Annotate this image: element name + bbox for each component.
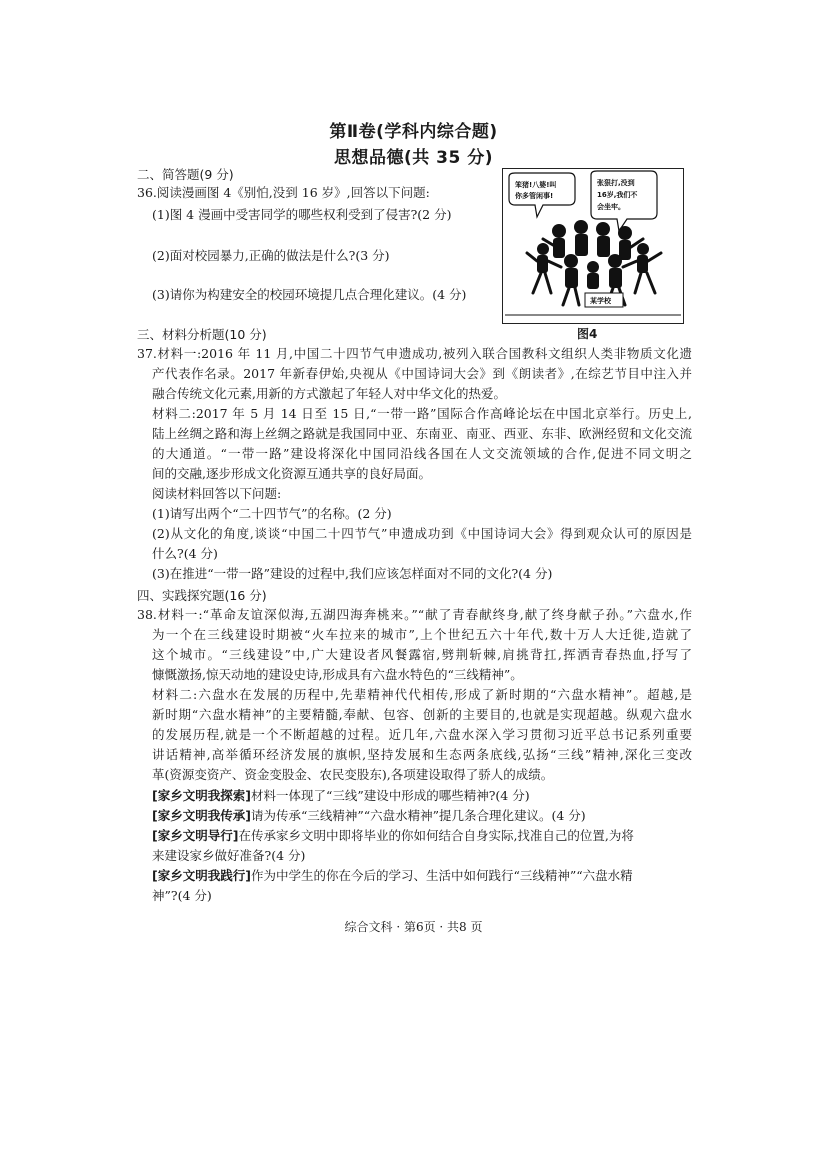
q38-task-inherit — [152, 808, 586, 824]
task-tag: [家乡文明我探索] — [152, 788, 251, 803]
school-sign-text: 某学校 — [590, 297, 611, 305]
cartoon-drawing — [503, 169, 683, 323]
q38-line: 慷慨激扬,惊天动地的建设史诗,形成具有六盘水特色的“三线精神”。 — [152, 667, 523, 682]
task-tag: [家乡文明我传承] — [152, 808, 251, 823]
bubble-right-line3: 会坐牢。 — [597, 203, 625, 211]
q36-stem: 36.阅读漫画图 4《别怕,没到 16 岁》,回答以下问题: — [137, 185, 430, 200]
task-text: 作为中学生的你在今后的学习、生活中如何践行“三线精神”“六盘水精 — [250, 868, 633, 883]
bubble-right-line2: 16岁,我们不 — [597, 191, 638, 199]
task-text: 来建设家乡做好准备?(4 分) — [152, 848, 306, 863]
bubble-left-line1: 笨猪!八婆!叫 — [515, 181, 557, 189]
q38-line: 新时期“六盘水精神”的主要精髓,奉献、包容、创新的主要目的,也就是实现超越。纵观六盘水 — [152, 707, 692, 722]
q37-line: 间的交融,逐步形成文化资源互通共享的良好局面。 — [152, 466, 431, 481]
q37-sub1: (1)请写出两个“二十四节气”的名称。(2 分) — [152, 506, 392, 521]
q38-line: 38.材料一:“革命友谊深似海,五湖四海奔桃来。”“献了青春献终身,献了终身献子孙。”六盘水,作 — [137, 607, 692, 622]
q38-line: 讲话精神,高举循环经济发展的旗帜,坚持发展和生态两条底线,弘扬“三线”精神,深化三变改 — [152, 747, 692, 762]
q37-line: 的大通道。“一带一路”建设将深化中国同沿线各国在人文交流领域的合作,促进不同文明之 — [152, 446, 692, 461]
task-tag: [家乡文明导行] — [152, 828, 239, 843]
q36-sub1: (1)图 4 漫画中受害同学的哪些权利受到了侵害?(2 分) — [152, 207, 452, 222]
task-tag: [家乡文明我践行] — [152, 868, 251, 883]
q38-task-practice-cont — [152, 888, 212, 904]
q38-line: 的发展历程,就是一个不断超越的过程。近几年,六盘水深入学习贯彻习近平总书记系列重要 — [152, 727, 692, 742]
section-heading-material-analysis: 三、材料分析题(10 分) — [137, 327, 267, 342]
q38-line: 为一个在三线建设时期被“火车拉来的城市”,上个世纪五六十年代,数十万人大迁徙,造就了 — [152, 627, 692, 642]
q37-sub2: (2)从文化的角度,谈谈“中国二十四节气”申遗成功到《中国诗词大会》得到观众认可的原因是 — [152, 526, 692, 541]
q38-line: 革(资源变资产、资金变股金、农民变股东),各项建设取得了骄人的成绩。 — [152, 767, 554, 782]
q37-line: 融合传统文化元素,用新的方式激起了年轻人对中华文化的热爱。 — [152, 386, 506, 401]
section-heading-short-answer: 二、简答题(9 分) — [137, 167, 234, 182]
task-text: 请为传承“三线精神”“六盘水精神”提几条合理化建议。(4 分) — [250, 808, 586, 823]
q38-task-explore — [152, 788, 530, 804]
q37-sub2-cont: 什么?(4 分) — [152, 546, 218, 561]
q38-task-guide — [152, 828, 634, 844]
subject-title: 思想品德(共 35 分) — [333, 148, 494, 168]
q38-task-practice — [152, 868, 633, 884]
cartoon-figure — [502, 168, 684, 324]
q38-line: 材料二:六盘水在发展的历程中,先辈精神代代相传,形成了新时期的“六盘水精神”。超越,是 — [152, 687, 692, 702]
task-text: 材料一体现了“三线”建设中形成的哪些精神?(4 分) — [250, 788, 530, 803]
bully-crowd — [537, 220, 649, 289]
q36-sub3: (3)请你为构建安全的校园环境提几点合理化建议。(4 分) — [152, 287, 467, 302]
q37-line: 材料二:2017 年 5 月 14 日至 15 日,“一带一路”国际合作高峰论坛在中国北京举行。历史上, — [152, 406, 692, 421]
section-heading-practice: 四、实践探究题(16 分) — [137, 588, 267, 603]
bubble-right-line1: 张狠打,没到 — [597, 179, 635, 187]
bubble-left-line2: 你多管闲事! — [515, 192, 554, 200]
q37-line: 产代表作名录。2017 年新春伊始,央视从《中国诗词大会》到《朗读者》,在综艺节目中注入并 — [152, 366, 692, 381]
page-footer: 综合文科 · 第6页 · 共8 页 — [344, 920, 483, 934]
figure-caption: 图4 — [577, 327, 598, 341]
task-text: 神”?(4 分) — [152, 888, 212, 903]
q37-prompt: 阅读材料回答以下问题: — [152, 486, 282, 501]
task-text: 在传承家乡文明中即将毕业的你如何结合自身实际,找准自己的位置,为将 — [238, 828, 634, 843]
section-title: 第Ⅱ卷(学科内综合题) — [329, 122, 498, 142]
q36-sub2: (2)面对校园暴力,正确的做法是什么?(3 分) — [152, 248, 390, 263]
q37-line: 陆上丝绸之路和海上丝绸之路就是我国同中亚、东南亚、南亚、西亚、东非、欧洲经贸和文化交流 — [152, 426, 692, 441]
q37-line: 37.材料一:2016 年 11 月,中国二十四节气申遗成功,被列入联合国教科文组织人类非物质文化遗 — [137, 346, 692, 361]
q38-task-guide-cont — [152, 848, 305, 864]
q37-sub3: (3)在推进“一带一路”建设的过程中,我们应该怎样面对不同的文化?(4 分) — [152, 566, 553, 581]
q38-line: 这个城市。“三线建设”中,广大建设者风餐露宿,劈荆斩棘,肩挑背扛,挥洒青春热血,抒写了 — [152, 647, 692, 662]
